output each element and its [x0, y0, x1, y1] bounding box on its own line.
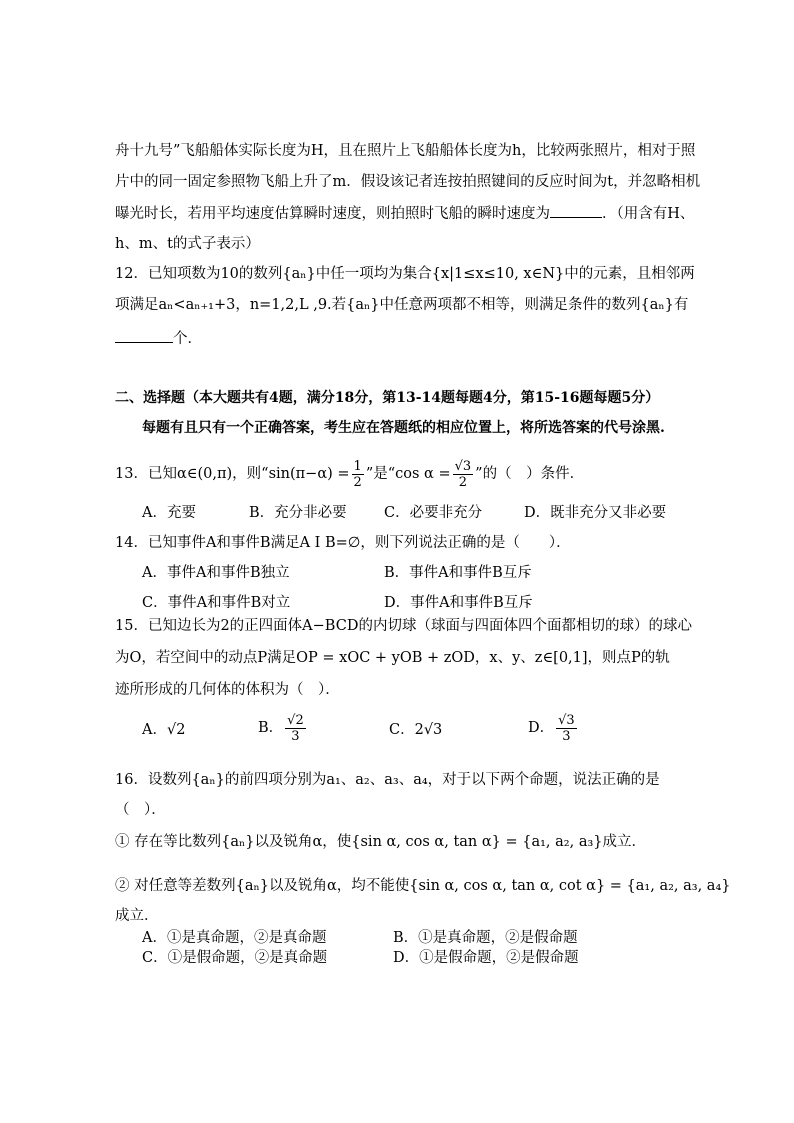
q15-option-c[interactable]: C．2√3 — [389, 722, 443, 738]
q14-stem: 14．已知事件A和事件B满足A I B=∅，则下列说法正确的是（ ）． — [115, 535, 571, 551]
q12-answer-blank[interactable] — [115, 328, 173, 343]
q12-line-3 — [115, 328, 202, 349]
q15-opt-b-num: √2 — [287, 712, 304, 728]
q16-option-a[interactable]: A．①是真命题，②是真命题 — [142, 930, 327, 946]
q13-option-a[interactable]: A．充要 — [142, 505, 196, 521]
q13-option-b[interactable]: B．充分非必要 — [249, 505, 347, 521]
q11-line-2: 片中的同一固定参照物飞船上升了m．假设该记者连按拍照键间的反应时间为t，并忽略相机 — [115, 174, 701, 190]
q16-option-b[interactable]: B．①是真命题，②是假命题 — [393, 930, 578, 946]
q15-option-d-label: D． — [528, 720, 555, 736]
q11-line-3 — [115, 203, 694, 224]
q15-option-d-fraction — [556, 713, 577, 744]
q15-opt-d-den: 3 — [562, 728, 571, 744]
q11-line-1: 舟十九号”飞船船体实际长度为H，且在照片上飞船船体长度为h，比较两张照片，相对于照 — [115, 143, 696, 159]
q16-proposition-2: ② 对任意等差数列{aₙ}以及锐角α，均不能使{sin α, cos α, tan α, cot α} = {a₁, a₂, a₃, a₄} — [115, 878, 731, 894]
q13-stem-a: 13．已知α∈(0,π)，则“sin(π−α) = — [115, 466, 350, 482]
q15-option-b[interactable] — [258, 708, 308, 748]
q15-line-3: 迹所形成的几何体的体积为（ ）． — [115, 682, 340, 698]
q15-option-b-label: B． — [258, 720, 284, 736]
q11-line-3-tail: ．（用含有H、 — [602, 206, 695, 222]
q14-option-c[interactable]: C．事件A和事件B对立 — [142, 595, 291, 611]
q16-option-c[interactable]: C．①是假命题，②是真命题 — [142, 950, 328, 966]
q12-line-2: 项满足aₙ<aₙ₊₁+3，n=1,2,L ,9.若{aₙ}中任意两项都不相等，则满足条件的数列{aₙ}有 — [115, 297, 689, 313]
q13-frac2-num: √3 — [454, 458, 472, 474]
q13-fraction-half — [352, 459, 364, 490]
q16-line-1: 16．设数列{aₙ}的前四项分别为a₁、a₂、a₃、a₄，对于以下两个命题，说法正确的是 — [115, 772, 660, 788]
q11-line-4: h、m、t的式子表示） — [115, 236, 260, 252]
q14-option-a[interactable]: A．事件A和事件B独立 — [142, 565, 290, 581]
q12-line-3-text: 个． — [173, 331, 202, 347]
q15-option-d[interactable] — [528, 708, 579, 748]
q15-line-2: 为O，若空间中的动点P满足OP = xOC + yOB + zOD，x、y、z∈[0,1]，则点P的轨 — [115, 650, 670, 666]
q13-option-c[interactable]: C．必要非充分 — [384, 505, 483, 521]
q12-line-1: 12．已知项数为10的数列{aₙ}中任一项均为集合{x|1≤x≤10, x∈N}中的元素，且相邻两 — [115, 266, 695, 282]
q16-proposition-1: ① 存在等比数列{aₙ}以及锐角α，使{sin α, cos α, tan α} = {a₁, a₂, a₃}成立． — [115, 834, 647, 850]
q13-option-d[interactable]: D．既非充分又非必要 — [524, 505, 667, 521]
q15-option-b-fraction — [285, 713, 306, 744]
q15-opt-b-den: 3 — [291, 728, 300, 744]
q11-line-3-text: 曝光时长，若用平均速度估算瞬时速度，则拍照时飞船的瞬时速度为 — [115, 206, 550, 222]
q15-opt-d-num: √3 — [558, 712, 575, 728]
q13-stem — [115, 458, 584, 490]
q11-answer-blank[interactable] — [550, 203, 602, 218]
q16-line-2: （ ）． — [115, 802, 166, 818]
q15-line-1: 15．已知边长为2的正四面体A−BCD的内切球（球面与四面体四个面都相切的球）的球心 — [115, 618, 692, 634]
q16-proposition-2-end: 成立． — [115, 908, 159, 924]
q14-option-d[interactable]: D．事件A和事件B互斥 — [384, 595, 533, 611]
q16-option-d[interactable]: D．①是假命题，②是假命题 — [393, 950, 579, 966]
q13-fraction-sqrt3-half — [453, 459, 474, 490]
q13-frac1-num: 1 — [353, 458, 362, 474]
q14-option-b[interactable]: B．事件A和事件B互斥 — [384, 565, 532, 581]
section-2-heading: 二、选择题（本大题共有4题，满分18分，第13-14题每题4分，第15-16题每题5分） — [115, 390, 660, 406]
q13-stem-c: ”的（ ）条件． — [475, 466, 585, 482]
q15-option-a[interactable]: A．√2 — [142, 722, 186, 738]
q13-frac2-den: 2 — [458, 474, 468, 490]
q13-stem-b: ”是“cos α = — [365, 466, 451, 482]
q13-frac1-den: 2 — [353, 474, 362, 490]
section-2-instruction: 每题有且只有一个正确答案，考生应在答题纸的相应位置上，将所选答案的代号涂黑. — [142, 420, 665, 436]
